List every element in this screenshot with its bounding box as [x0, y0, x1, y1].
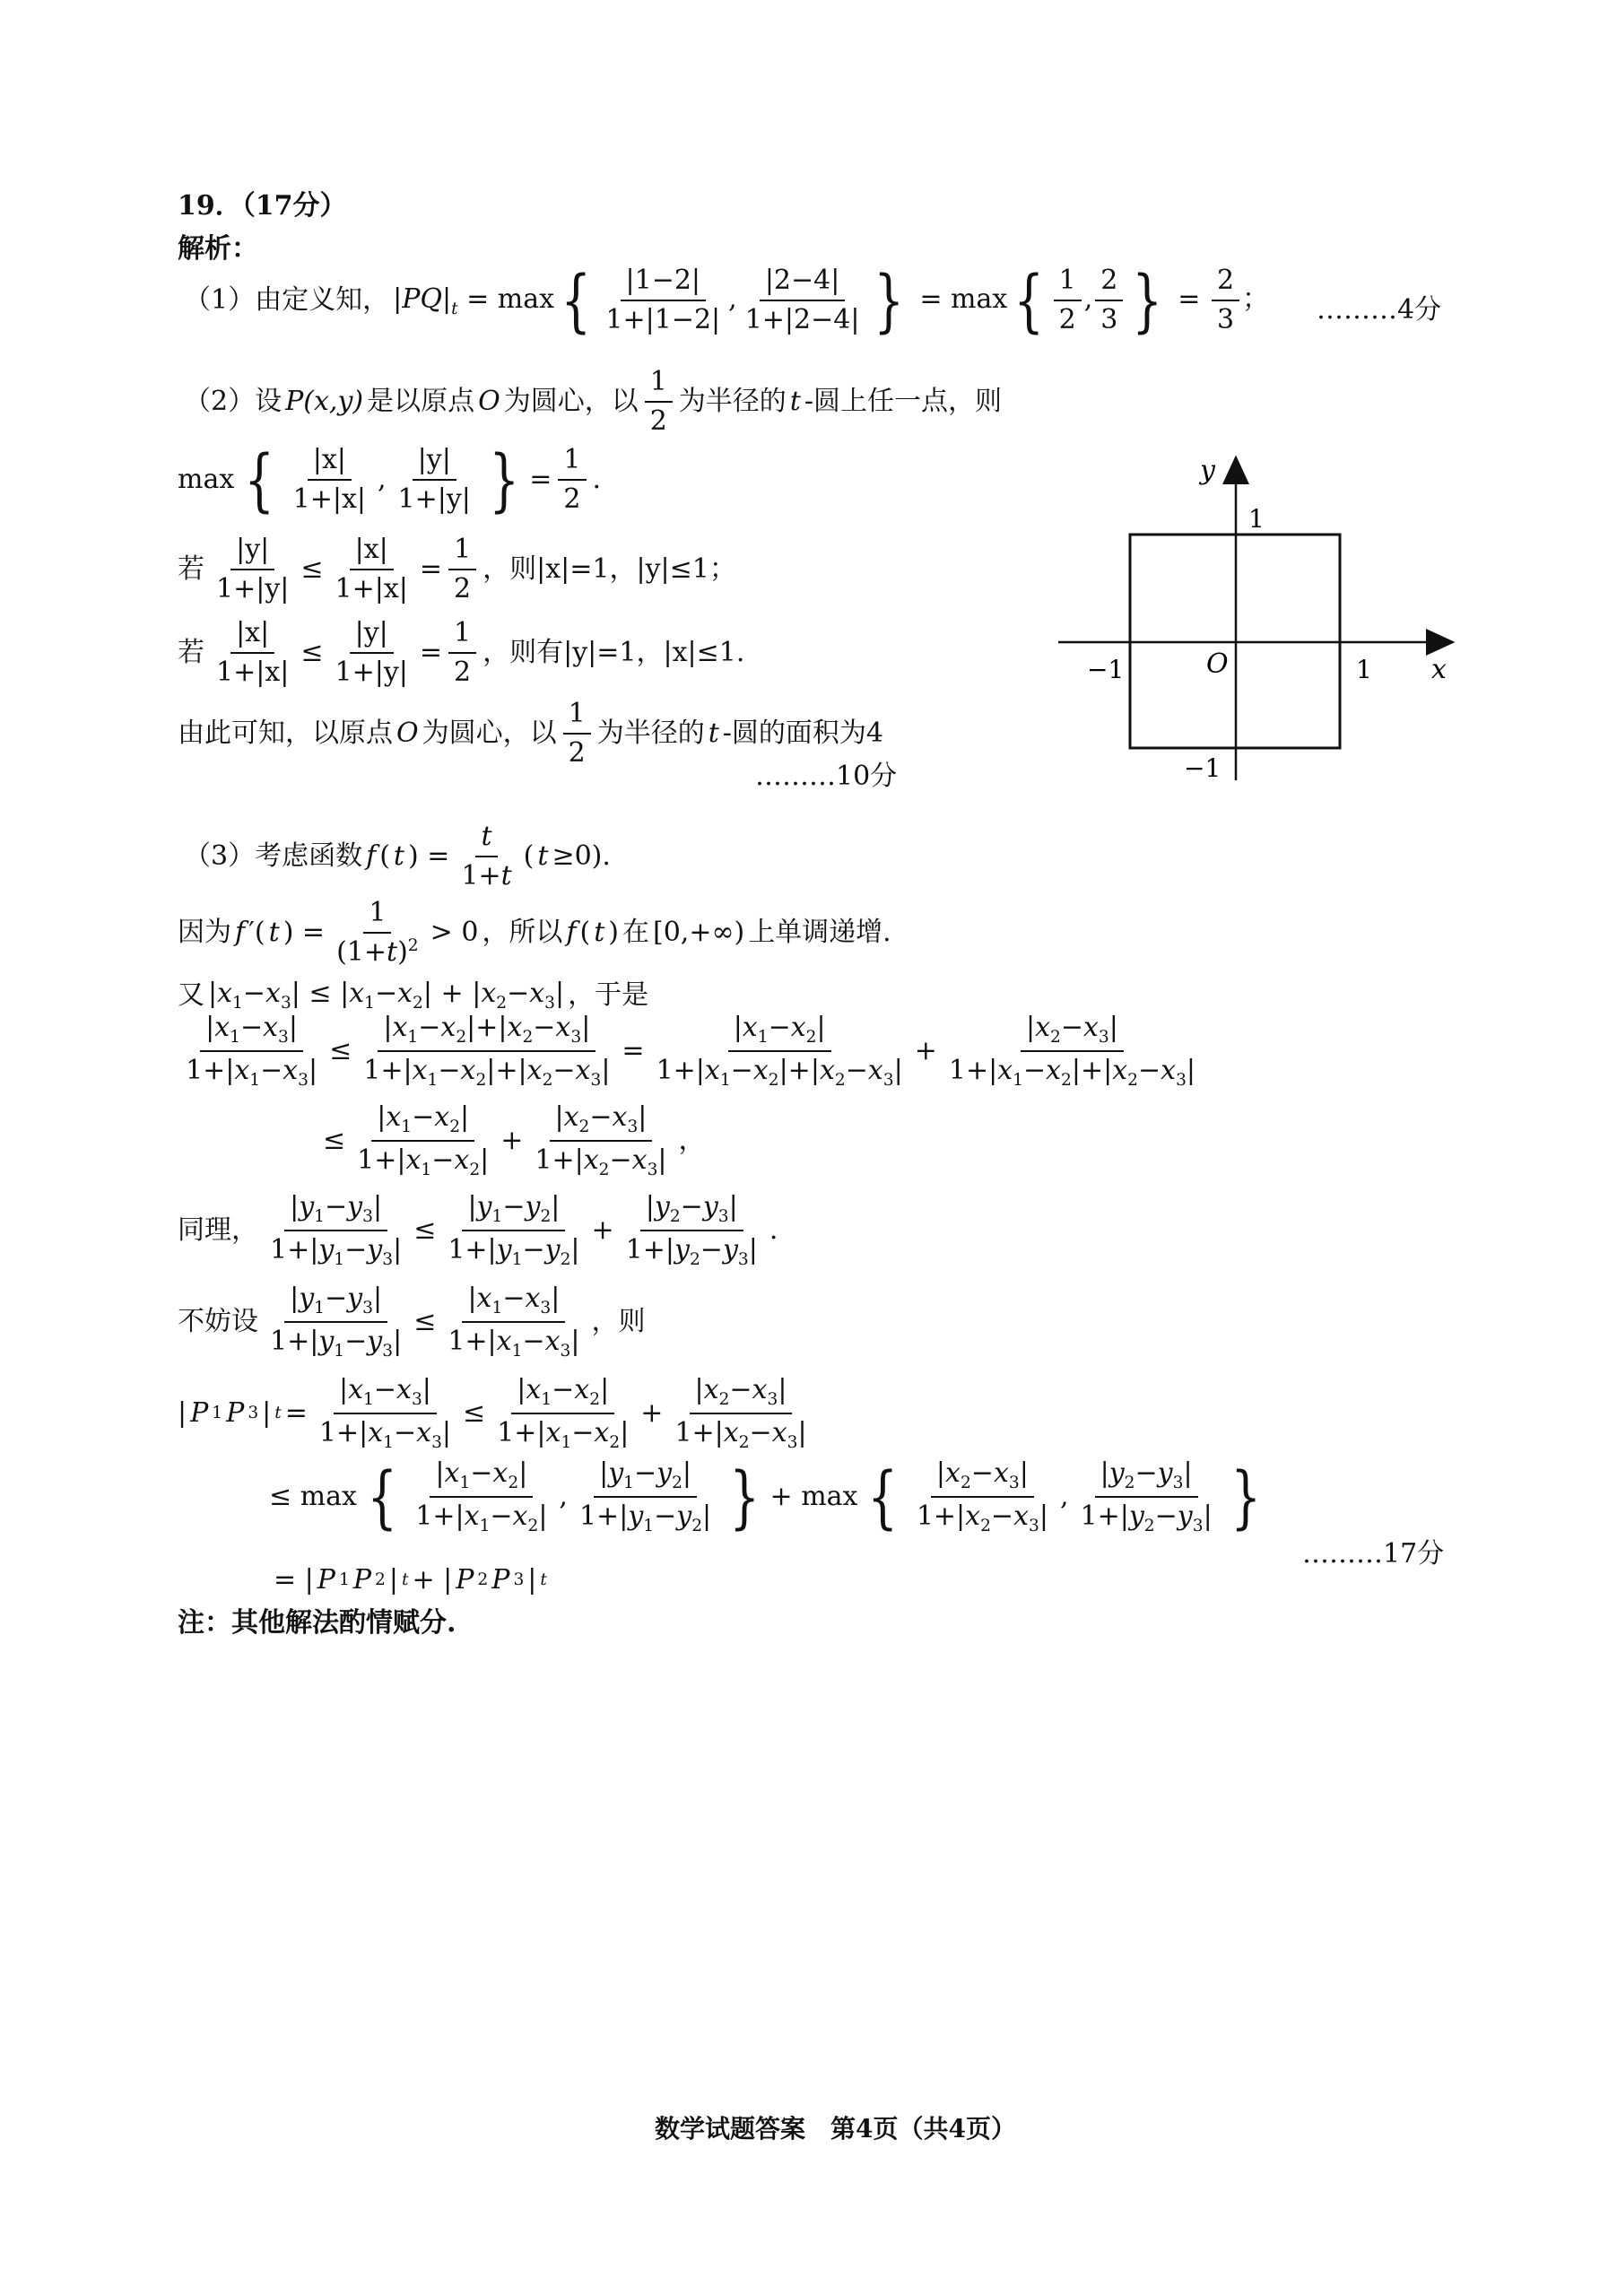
triangle-b: ，于是	[568, 979, 649, 1012]
page-footer: 数学试题答案 第4页（共4页）	[655, 2114, 1016, 2144]
part2-lead-a: （2）设	[184, 386, 283, 417]
x-neg-label: −1	[1087, 655, 1125, 684]
part3-final-1: | P 1 P 3 | t = $\frac{|x_1-x_3|}{1+|x_1-x_3|}$ ≤ $\frac{|x_1-x_2|}{1+|x_1-x_2|}$ + $\frac{|x_2-x_3|}{1+|x_2-x_3|}$	[178, 1374, 807, 1453]
reason-c: 在	[622, 917, 650, 948]
t-symbol: t	[789, 386, 801, 417]
y-axis-label: y	[1200, 455, 1215, 486]
part3-final-2: ≤ max { $\frac{|x_1-x_2|}{1+|x_1-x_2|}$ , $\frac{|y_1-y_2|}{1+|y_1-y_2|}$ } + max { $\frac{|x_2-x_3|}{1+|x_2-x_3|}$ , $\frac{|y_2-y_3|}{1+|y_2-y_3|}$ }	[269, 1457, 1261, 1537]
conclusion-c: 为半径的	[596, 718, 705, 749]
radius-frac: $\frac{1}{2}$	[645, 366, 673, 438]
part2-case2: 若 $\frac{|x|}{1+|x|}$ ≤ $\frac{|y|}{1+|y|}$ = $\frac{1}{2}$ ，则有|y|=1，|x|≤1.	[178, 617, 745, 688]
part2-lead-b: 是以原点	[367, 386, 475, 417]
triangle-a: 又	[178, 979, 204, 1012]
y-neg-label: −1	[1184, 753, 1221, 783]
part3-assume: 不妨设 $\frac{|y_1-y_3|}{1+|y_1-y_3|}$ ≤ $\frac{|x_1-x_3|}{1+|x_1-x_3|}$ ，则	[178, 1283, 646, 1361]
part2-conclusion: 由此可知，以原点 O 为圆心，以 $\frac{1}{2}$ 为半径的 t -圆的面积为4	[178, 698, 883, 769]
part3-score: ………17分	[1302, 1538, 1445, 1570]
part2-max-equation: max { $\frac{|x|}{1+|x|}$ , $\frac{|y|}{1+|y|}$ } = $\frac{1}{2}$ .	[178, 439, 602, 519]
assume-then: ，则	[591, 1306, 646, 1338]
reason-d: 上单调递增.	[748, 917, 891, 948]
case1-prefix: 若	[178, 553, 204, 585]
part2-score: ………10分	[755, 761, 898, 792]
analysis-label: 解析：	[178, 233, 258, 265]
note: 注：其他解法酌情赋分.	[178, 1607, 456, 1639]
part2-lead-c: 为圆心，以	[503, 386, 639, 417]
assume-text: 不妨设	[178, 1306, 258, 1338]
part3-similarly: 同理， $\frac{|y_1-y_3|}{1+|y_1-y_3|}$ ≤ $\frac{|y_1-y_2|}{1+|y_1-y_2|}$ + $\frac{|y_2-y_3|}{1+|y_2-y_3|}$ .	[178, 1191, 778, 1270]
conclusion-d: -圆的面积为4	[722, 718, 883, 749]
case2-result: ，则有|y|=1，|x|≤1.	[482, 637, 745, 668]
part1-score: ………4分	[1317, 294, 1442, 326]
part1-lead: （1）由定义知，	[184, 284, 390, 316]
case2-prefix: 若	[178, 637, 204, 668]
part2-lead-e: -圆上任一点，则	[804, 386, 1002, 417]
origin-label: O	[1206, 648, 1229, 680]
problem-heading: 19．（17分）	[178, 190, 347, 222]
part2-lead-d: 为半径的	[678, 386, 787, 417]
point-p: P(x,y)	[285, 386, 364, 417]
part3-derivative: 因为 f ′( t ) = $\frac{1}{(1+t)^2}$ > 0 ，所以 f ( t ) 在 [0,+∞) 上单调递增.	[178, 897, 891, 968]
x-axis-label: x	[1431, 654, 1447, 685]
y-pos-label: 1	[1248, 504, 1265, 534]
part3-chain-1: $\frac{|x_1-x_3|}{1+|x_1-x_3|}$ ≤ $\frac{|x_1-x_2|+|x_2-x_3|}{1+|x_1-x_2|+|x_2-x_3|}$ = $\frac{|x_1-x_2|}{1+|x_1-x_2|+|x_2-x_3|}$ + $\frac{|x_2-x_3|}{1+|x_1-x_2|+|x_2-x_3|}$	[186, 1012, 1196, 1091]
reason-b: ，所以	[482, 917, 563, 948]
x-pos-label: 1	[1356, 655, 1372, 684]
part3-lead: （3）考虑函数 f ( t ) = $\frac{t}{1+t}$ ( t ≥0).	[184, 821, 611, 891]
t-circle-diagram	[1040, 448, 1471, 798]
part3-triangle-inequality: 又 $|x_1-x_3| \le |x_1-x_2| + |x_2-x_3|$ ，于是	[178, 978, 649, 1013]
reason-a: 因为	[178, 917, 231, 948]
part2-lead-line	[184, 366, 1002, 438]
conclusion-a: 由此可知，以原点	[178, 718, 393, 749]
case1-result: ，则|x|=1，|y|≤1；	[482, 553, 736, 585]
part3-lead-text: （3）考虑函数	[184, 840, 363, 872]
origin-o: O	[478, 386, 500, 417]
part3-chain-2: ≤ $\frac{|x_1-x_2|}{1+|x_1-x_2|}$ + $\frac{|x_2-x_3|}{1+|x_2-x_3|}$ ，	[323, 1101, 706, 1180]
part3-final-3: = | P 1 P 2 | t + | P 2 P 3 | t	[274, 1564, 547, 1596]
similarly-text: 同理，	[178, 1214, 258, 1247]
part1-formula: $|PQ|_t = \max${ $\frac{|1-2|}{1+|1-2|}$ , $\frac{|2-4|}{1+|2-4|}$ } = max{ $\frac{1}{2}$ , $\frac{2}{3}$ } = $\frac{2}{3}$ ；	[393, 260, 1270, 340]
conclusion-b: 为圆心，以	[422, 718, 557, 749]
part2-case1: 若 $\frac{|y|}{1+|y|}$ ≤ $\frac{|x|}{1+|x|}$ = $\frac{1}{2}$ ，则|x|=1，|y|≤1；	[178, 534, 736, 604]
part1-line	[184, 260, 1270, 340]
